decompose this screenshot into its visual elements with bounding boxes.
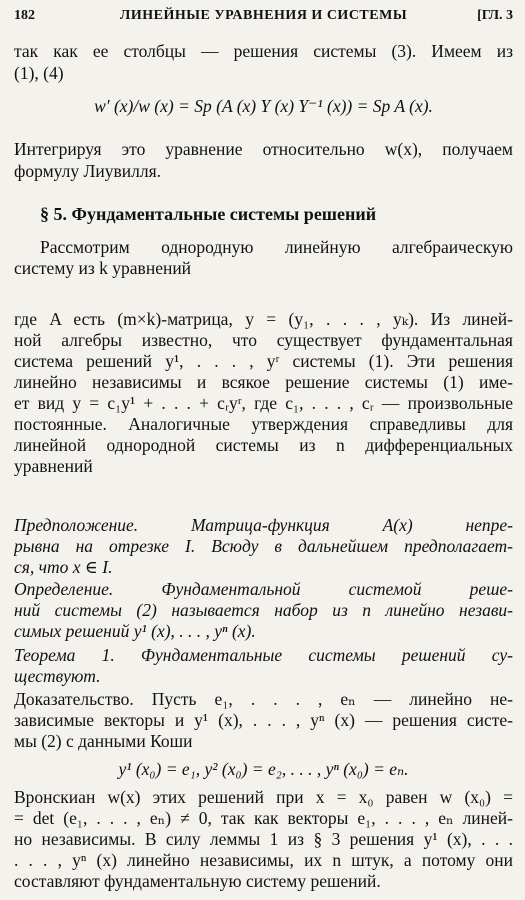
text-line: так как ее столбцы — решения системы (3). Имеем из (14, 41, 513, 61)
text-line: линейной однородной системы из n дифференциальных (14, 435, 513, 455)
theorem-1-line: ществуют. (14, 666, 101, 686)
text-line: где A есть (m×k)-матрица, y = (y₁, . . . , yₖ). Из линей- (14, 309, 513, 329)
text-line: линейно независимы и всякое решение системы (1) име- (14, 372, 513, 392)
text-line: Рассмотрим однородную линейную алгебраическую (40, 237, 513, 257)
text-line: (1), (4) (14, 63, 64, 83)
text-line: система решений y¹, . . . , yʳ системы (1). Эти решения (14, 351, 513, 371)
proof-line: = det (e₁, . . . , eₙ) ≠ 0, так как векторы e₁, . . . , eₙ линей- (14, 808, 513, 828)
text-line: формулу Лиувилля. (14, 161, 161, 181)
page-number: 182 (14, 8, 35, 23)
proof-line: Вронскиан w(x) этих решений при x = x₀ равен w (x₀) = (14, 787, 513, 807)
chapter-label: [ГЛ. 3 (477, 8, 513, 23)
section-heading: § 5. Фундаментальные системы решений (40, 204, 377, 224)
proof-line: Доказательство. Пусть e₁, . . . , eₙ — линейно не- (14, 689, 513, 709)
definition-line: симых решений y¹ (x), . . . , yⁿ (x). (14, 621, 256, 641)
assumption-line: ся, что x ∈ I. (14, 557, 113, 577)
equation-sp: w′ (x)/w (x) = Sp (A (x) Y (x) Y⁻¹ (x)) = Sp A (x). (94, 96, 433, 116)
proof-line: зависимые векторы и y¹ (x), . . . , yⁿ (x) — решения систе- (14, 710, 513, 730)
text-line: уравнений (14, 456, 93, 476)
assumption-line: Предположение. Матрица-функция A(x) непре- (14, 515, 513, 535)
text-line: ной алгебры известно, что существует фундаментальная (14, 330, 513, 350)
definition-line: Определение. Фундаментальной системой реше- (14, 579, 513, 599)
proof-line: . . . , yⁿ (x) линейно независимы, их n штук, а потому они (14, 850, 513, 870)
proof-line: мы (2) с данными Коши (14, 731, 193, 751)
text-line: постоянные. Аналогичные утверждения справедливы для (14, 414, 513, 434)
proof-line: составляют фундаментальную систему решений. (14, 871, 381, 891)
assumption-line: рывна на отрезке I. Всюду в дальнейшем предполагает- (14, 536, 513, 556)
proof-line: но независимы. В силу леммы 1 из § 3 решения y¹ (x), . . . (14, 829, 513, 849)
text-line: Интегрируя это уравнение относительно w(x), получаем (14, 139, 513, 159)
equation-cauchy: y¹ (x₀) = e₁, y² (x₀) = e₂, . . . , yⁿ (x₀) = eₙ. (118, 759, 409, 779)
definition-line: ний системы (2) называется набор из n линейно незави- (14, 600, 513, 620)
theorem-1-line: Теорема 1. Фундаментальные системы решений су- (14, 645, 513, 665)
running-header (14, 8, 513, 30)
text-line: ет вид y = c₁y¹ + . . . + cᵣyʳ, где c₁, . . . , cᵣ — произвольные (14, 393, 513, 413)
text-line: систему из k уравнений (14, 258, 192, 278)
running-title: ЛИНЕЙНЫЕ УРАВНЕНИЯ И СИСТЕМЫ (119, 8, 408, 23)
